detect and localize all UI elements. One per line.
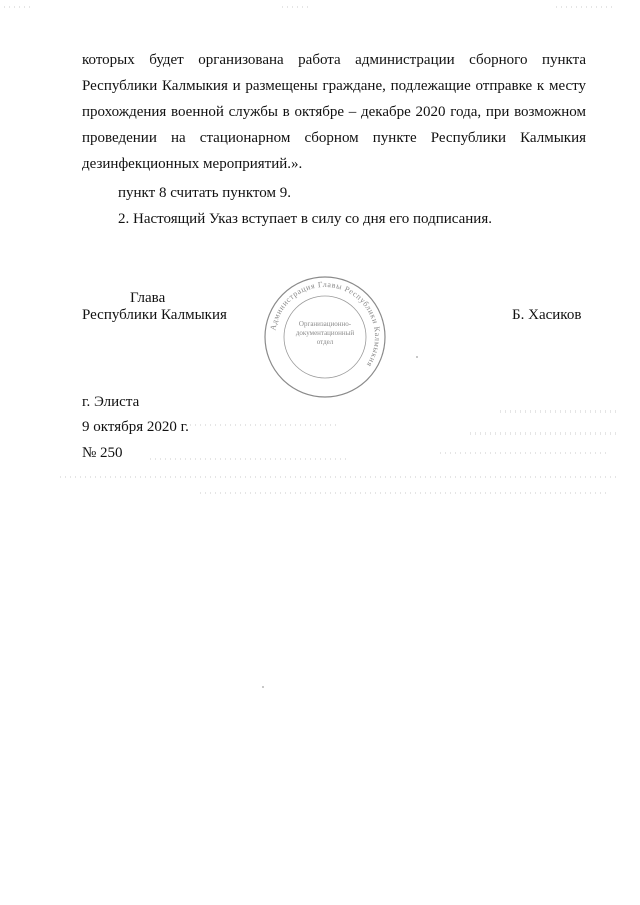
scan-noise xyxy=(150,458,350,460)
body-line-2: Республики Калмыкия и размещены граждане, подлежащие отправке к месту xyxy=(82,78,586,94)
official-seal xyxy=(262,274,388,400)
scan-noise xyxy=(416,356,418,358)
scan-noise xyxy=(556,6,612,8)
body-line-3: прохождения военной службы в октябре – декабре 2020 года, при возможном xyxy=(82,104,586,120)
signatory-title-line-2: Республики Калмыкия xyxy=(82,307,227,323)
signatory-title-line-1: Глава xyxy=(130,290,166,306)
place-of-issue: г. Элиста xyxy=(82,394,140,410)
body-line-5: дезинфекционных мероприятий.». xyxy=(82,156,303,172)
signatory-name: Б. Хасиков xyxy=(512,307,582,323)
clause-2: 2. Настоящий Указ вступает в силу со дня его подписания. xyxy=(118,211,492,227)
scan-noise xyxy=(282,6,312,8)
scan-noise xyxy=(440,452,610,454)
body-line-4: проведении на стационарном сборном пункте Республики Калмыкия xyxy=(82,130,586,146)
scan-noise xyxy=(262,686,264,688)
seal-inner-text: Организационно-документационный отдел xyxy=(295,320,355,346)
scan-noise xyxy=(470,432,620,435)
seal-outer-text: Администрация Главы Республики Калмыкия xyxy=(268,279,383,369)
document-number: № 250 xyxy=(82,445,123,461)
scan-noise xyxy=(60,476,620,478)
scan-noise xyxy=(200,492,610,494)
document-date: 9 октября 2020 г. xyxy=(82,419,189,435)
scan-noise xyxy=(190,424,340,426)
item-renumber: пункт 8 считать пунктом 9. xyxy=(118,185,291,201)
scan-noise xyxy=(4,6,32,8)
body-line-1: которых будет организована работа администрации сборного пункта xyxy=(82,52,586,68)
scan-noise xyxy=(500,410,620,413)
